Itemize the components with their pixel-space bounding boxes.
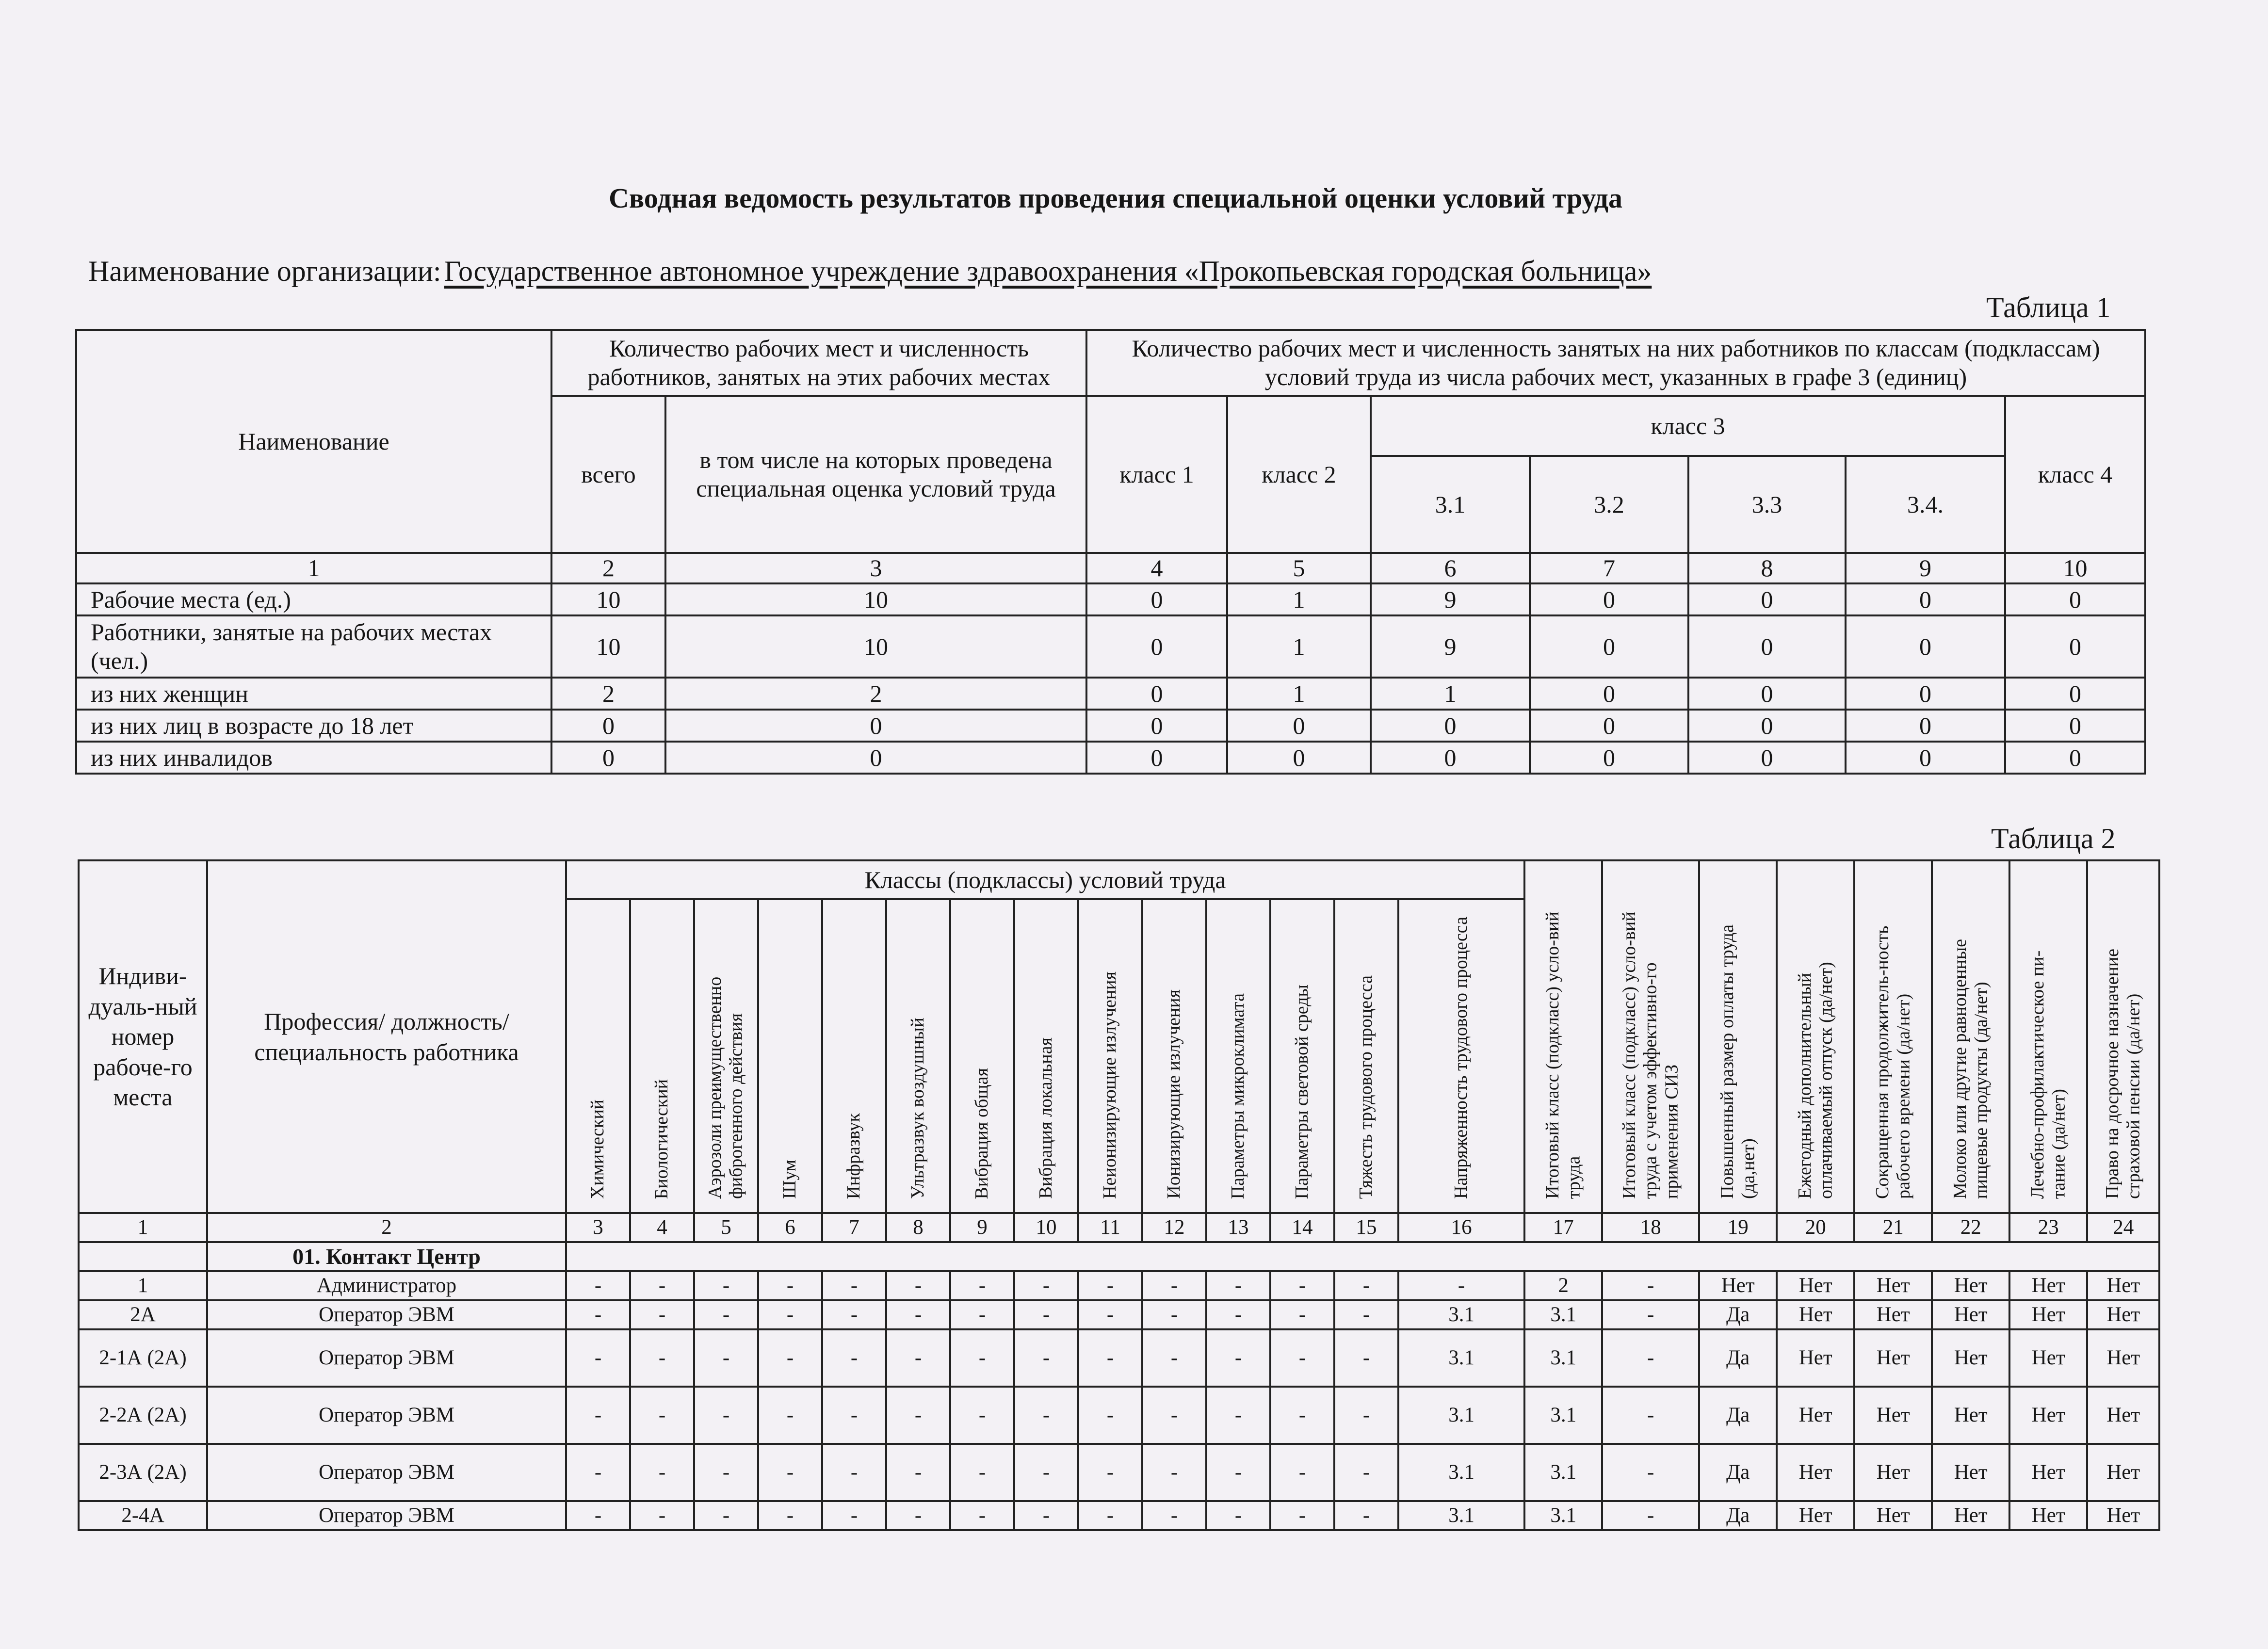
table2-final-cell: 3.1 (1524, 1387, 1602, 1444)
table1-cell: 0 (2005, 583, 2145, 615)
table2-hours-cell: Нет (1854, 1300, 1932, 1329)
table1-row (76, 615, 2145, 678)
table2-factor-cell: - (758, 1387, 822, 1444)
table2-factor-cell: - (566, 1329, 630, 1387)
table2-final-siz-cell: - (1602, 1387, 1699, 1444)
table2-header-final-siz: Итоговый класс (подкласс) усло-вий труда с учетом эффективно-го применения СИЗ (1602, 860, 1699, 1213)
table1-header-class4: класс 4 (2005, 396, 2145, 553)
table1-cell: 0 (1530, 583, 1688, 615)
table2-header-factor: Вибрация локальная (1014, 899, 1078, 1213)
table2-leave-cell: Нет (1777, 1300, 1854, 1329)
table2-food-cell: Нет (2009, 1329, 2087, 1387)
table2-workplace-id: 2-4А (79, 1501, 207, 1530)
table2-factor-cell: - (1078, 1501, 1142, 1530)
table1-cell: 1 (1227, 615, 1371, 678)
table1-cell: 0 (665, 710, 1086, 742)
table1-col-number: 7 (1530, 553, 1688, 583)
table2-factor-cell: - (950, 1329, 1014, 1387)
table2-factor-cell: - (886, 1444, 950, 1501)
table2-factor-cell: - (566, 1501, 630, 1530)
table2-final-cell: 3.1 (1524, 1501, 1602, 1530)
table2-pension-cell: Нет (2087, 1444, 2159, 1501)
table1-header-3-4: 3.4. (1846, 456, 2005, 553)
table1-row (76, 742, 2145, 774)
table2-factor-cell: - (886, 1387, 950, 1444)
table2-col-number: 7 (822, 1213, 886, 1242)
table1-cell: 10 (551, 615, 665, 678)
table2-factor-cell: - (1334, 1329, 1398, 1387)
table1-cell: 0 (2005, 678, 2145, 710)
table1-cell: 0 (1846, 678, 2005, 710)
table2-col-number: 5 (694, 1213, 758, 1242)
table1-cell: 0 (1086, 678, 1227, 710)
table1-cell: 0 (1086, 742, 1227, 774)
table2-factor-cell: - (822, 1271, 886, 1300)
table2-col-number: 17 (1524, 1213, 1602, 1242)
table2-factor-cell: - (1398, 1271, 1524, 1300)
table2-header-factor: Аэрозоли преимущественно фиброгенного действия (694, 899, 758, 1213)
table2-col-number: 22 (1932, 1213, 2009, 1242)
table2-final-siz-cell: - (1602, 1329, 1699, 1387)
table1-cell: 0 (1688, 583, 1846, 615)
table2-pay-cell: Да (1699, 1501, 1777, 1530)
table1-cell: 0 (2005, 710, 2145, 742)
table2-col-number: 12 (1142, 1213, 1206, 1242)
table2-label: Таблица 2 (1991, 823, 2116, 855)
table1-cell: 0 (1227, 742, 1371, 774)
table1-summary (75, 329, 2146, 775)
table2-row (79, 1271, 2159, 1300)
table2-factor-cell: - (758, 1329, 822, 1387)
table1-header-classes: Количество рабочих мест и численность занятых на них работников по классам (подклассам) условий труда из числа рабочих мест, указанных в графе 3 (единиц) (1086, 330, 2145, 396)
table1-cell: 0 (1846, 583, 2005, 615)
table2-factor-cell: - (1014, 1444, 1078, 1501)
table1-column-numbers (76, 553, 2145, 583)
table2-header-milk: Молоко или другие равноценные пищевые продукты (да/нет) (1932, 860, 2009, 1213)
table2-milk-cell: Нет (1932, 1271, 2009, 1300)
table1-cell: 1 (1227, 678, 1371, 710)
table2-header-factor: Химический (566, 899, 630, 1213)
table2-factor-cell: - (630, 1329, 694, 1387)
table2-final-siz-cell: - (1602, 1271, 1699, 1300)
table2-col-number: 3 (566, 1213, 630, 1242)
table2-profession: Оператор ЭВМ (207, 1329, 566, 1387)
table1-cell: 2 (665, 678, 1086, 710)
organization-label: Наименование организации: (88, 255, 441, 287)
table2-factor-cell: - (886, 1300, 950, 1329)
table2-factor-cell: - (630, 1387, 694, 1444)
table2-final-siz-cell: - (1602, 1300, 1699, 1329)
table2-food-cell: Нет (2009, 1444, 2087, 1501)
table2-row (79, 1300, 2159, 1329)
table2-pension-cell: Нет (2087, 1501, 2159, 1530)
table2-header-leave: Ежегодный дополнительный оплачиваемый отпуск (да/нет) (1777, 860, 1854, 1213)
table2-factor-cell: - (1078, 1271, 1142, 1300)
table2-factor-cell: - (886, 1501, 950, 1530)
table2-factor-cell: - (1270, 1501, 1334, 1530)
table2-workplace-id: 2А (79, 1300, 207, 1329)
table2-final-cell: 3.1 (1524, 1329, 1602, 1387)
table1-col-number: 5 (1227, 553, 1371, 583)
table1-cell: 0 (1530, 615, 1688, 678)
table1-cell: 0 (2005, 615, 2145, 678)
table2-factor-cell: - (630, 1300, 694, 1329)
table2-col-number: 23 (2009, 1213, 2087, 1242)
table2-factor-cell: - (694, 1329, 758, 1387)
table2-factor-cell: - (1014, 1271, 1078, 1300)
table1-header-3-1: 3.1 (1371, 456, 1530, 553)
table2-factor-cell: 3.1 (1398, 1444, 1524, 1501)
table2-factor-cell: - (1334, 1501, 1398, 1530)
table2-col-number: 9 (950, 1213, 1014, 1242)
table2-factor-cell: - (1206, 1444, 1270, 1501)
table2-factor-cell: - (758, 1444, 822, 1501)
table2-factor-cell: - (630, 1444, 694, 1501)
table2-factor-cell: - (758, 1271, 822, 1300)
table2-row (79, 1444, 2159, 1501)
table1-cell: 0 (1688, 678, 1846, 710)
table2-factor-cell: - (1206, 1300, 1270, 1329)
table1-cell: 0 (1530, 678, 1688, 710)
table2-factor-cell: - (566, 1387, 630, 1444)
table2-workplace-id: 2-2А (2А) (79, 1387, 207, 1444)
table2-header-profession: Профессия/ должность/ специальность работника (207, 860, 566, 1213)
table2-col-number: 21 (1854, 1213, 1932, 1242)
table1-cell: 0 (1371, 710, 1530, 742)
table2-col-number: 18 (1602, 1213, 1699, 1242)
table1-cell: 0 (1530, 710, 1688, 742)
table2-profession: Оператор ЭВМ (207, 1300, 566, 1329)
table1-col-number: 4 (1086, 553, 1227, 583)
table1-cell: 9 (1371, 615, 1530, 678)
table2-factor-cell: - (950, 1387, 1014, 1444)
table2-workplace-id: 2-3А (2А) (79, 1444, 207, 1501)
table2-factor-cell: - (950, 1300, 1014, 1329)
table1-cell: 9 (1371, 583, 1530, 615)
table1-cell: 0 (1371, 742, 1530, 774)
table2-factor-cell: - (822, 1444, 886, 1501)
table2-leave-cell: Нет (1777, 1329, 1854, 1387)
table2-factor-cell: - (566, 1444, 630, 1501)
table2-factor-cell: - (1142, 1271, 1206, 1300)
table2-col-number: 15 (1334, 1213, 1398, 1242)
table2-pay-cell: Да (1699, 1444, 1777, 1501)
table2-hours-cell: Нет (1854, 1271, 1932, 1300)
table2-factor-cell: - (1334, 1444, 1398, 1501)
table2-header-factor: Шум (758, 899, 822, 1213)
table2-header-factor: Неионизирующие излучения (1078, 899, 1142, 1213)
table1-header-class3: класс 3 (1371, 396, 2005, 456)
table1-cell: 0 (1688, 710, 1846, 742)
document-title: Сводная ведомость результатов проведения специальной оценки условий труда (608, 182, 1623, 214)
table2-factor-cell: - (1270, 1300, 1334, 1329)
table2-profession: Оператор ЭВМ (207, 1501, 566, 1530)
table2-factor-cell: - (1270, 1444, 1334, 1501)
table1-cell: 0 (1688, 742, 1846, 774)
table1-col-number: 6 (1371, 553, 1530, 583)
table1-header-assessed: в том числе на которых проведена специальная оценка условий труда (665, 396, 1086, 553)
table2-pay-cell: Нет (1699, 1271, 1777, 1300)
table2-col-number: 19 (1699, 1213, 1777, 1242)
table2-header-factor: Напряженность трудового процесса (1398, 899, 1524, 1213)
table2-leave-cell: Нет (1777, 1501, 1854, 1530)
table2-factor-cell: - (1142, 1387, 1206, 1444)
table1-col-number: 9 (1846, 553, 2005, 583)
table2-factor-cell: - (1270, 1387, 1334, 1444)
table2-header-pension: Право на досрочное назначение страховой пенсии (да/нет) (2087, 860, 2159, 1213)
table1-label: Таблица 1 (1986, 291, 2111, 323)
table2-row (79, 1501, 2159, 1530)
table2-factor-cell: - (566, 1271, 630, 1300)
table1-header-class1: класс 1 (1086, 396, 1227, 553)
table2-pension-cell: Нет (2087, 1271, 2159, 1300)
table2-factor-cell: - (1206, 1329, 1270, 1387)
table2-profession: Оператор ЭВМ (207, 1387, 566, 1444)
table1-col-number: 3 (665, 553, 1086, 583)
table2-leave-cell: Нет (1777, 1387, 1854, 1444)
table1-cell: 0 (551, 742, 665, 774)
table2-header-pay: Повышенный размер оплаты труда (да,нет) (1699, 860, 1777, 1213)
table1-cell: 0 (1846, 742, 2005, 774)
table2-col-number: 4 (630, 1213, 694, 1242)
table2-factor-cell: - (566, 1300, 630, 1329)
table2-factor-cell: - (694, 1387, 758, 1444)
table1-cell: 1 (1227, 583, 1371, 615)
table2-factor-cell: - (1206, 1387, 1270, 1444)
table2-header-factor: Ультразвук воздушный (886, 899, 950, 1213)
table1-cell: 0 (1530, 742, 1688, 774)
table2-final-cell: 3.1 (1524, 1300, 1602, 1329)
table2-factor-cell: - (950, 1501, 1014, 1530)
table2-factor-cell: - (1270, 1271, 1334, 1300)
table1-row-name: из них женщин (76, 678, 551, 710)
table2-header-factor: Параметры микроклимата (1206, 899, 1270, 1213)
table1-cell: 0 (1086, 583, 1227, 615)
table2-row (79, 1329, 2159, 1387)
table2-factor-cell: - (1014, 1387, 1078, 1444)
table2-factor-cell: - (1334, 1300, 1398, 1329)
table2-pension-cell: Нет (2087, 1387, 2159, 1444)
table2-factor-cell: - (822, 1329, 886, 1387)
table1-cell: 1 (1371, 678, 1530, 710)
organization-name: Государственное автономное учреждение здравоохранения «Прокопьевская городская больница» (444, 255, 1652, 287)
table2-milk-cell: Нет (1932, 1444, 2009, 1501)
table1-cell: 10 (665, 615, 1086, 678)
table1-cell: 0 (1086, 615, 1227, 678)
table2-factor-cell: - (1014, 1300, 1078, 1329)
table2-factor-cell: - (1078, 1444, 1142, 1501)
table2-factor-cell: - (886, 1329, 950, 1387)
table2-header-factor: Тяжесть трудового процесса (1334, 899, 1398, 1213)
table2-col-number: 1 (79, 1213, 207, 1242)
table2-profession: Администратор (207, 1271, 566, 1300)
table2-factor-cell: 3.1 (1398, 1387, 1524, 1444)
table1-header-total: всего (551, 396, 665, 553)
table2-section-title: 01. Контакт Центр (207, 1242, 566, 1271)
table2-factor-cell: - (1078, 1387, 1142, 1444)
table2-header-factor: Параметры световой среды (1270, 899, 1334, 1213)
table1-row-name: Рабочие места (ед.) (76, 583, 551, 615)
table1-header-class2: класс 2 (1227, 396, 1371, 553)
table1-cell: 0 (2005, 742, 2145, 774)
table2-col-number: 24 (2087, 1213, 2159, 1242)
table2-final-siz-cell: - (1602, 1444, 1699, 1501)
table2-factor-cell: - (822, 1387, 886, 1444)
table2-factor-cell: - (886, 1271, 950, 1300)
table1-row (76, 583, 2145, 615)
table2-final-siz-cell: - (1602, 1501, 1699, 1530)
table2-hours-cell: Нет (1854, 1387, 1932, 1444)
table1-header-name: Наименование (76, 330, 551, 553)
table2-food-cell: Нет (2009, 1387, 2087, 1444)
table2-hours-cell: Нет (1854, 1329, 1932, 1387)
table2-factor-cell: - (630, 1271, 694, 1300)
table2-food-cell: Нет (2009, 1300, 2087, 1329)
table2-factor-cell: - (1334, 1271, 1398, 1300)
table2-hours-cell: Нет (1854, 1501, 1932, 1530)
table2-factor-cell: - (694, 1300, 758, 1329)
table2-workplace-id: 1 (79, 1271, 207, 1300)
table1-cell: 0 (1846, 710, 2005, 742)
table2-factor-cell: - (758, 1300, 822, 1329)
table2-pay-cell: Да (1699, 1329, 1777, 1387)
table2-hours-cell: Нет (1854, 1444, 1932, 1501)
table2-factor-cell: 3.1 (1398, 1329, 1524, 1387)
table2-pension-cell: Нет (2087, 1300, 2159, 1329)
table1-cell: 0 (551, 710, 665, 742)
table2-header-row (79, 860, 2159, 899)
table2-leave-cell: Нет (1777, 1444, 1854, 1501)
table1-row-name: из них лиц в возрасте до 18 лет (76, 710, 551, 742)
table2-header-hours: Сокращенная продолжитель-ность рабочего времени (да/нет) (1854, 860, 1932, 1213)
table2-milk-cell: Нет (1932, 1387, 2009, 1444)
table2-factor-cell: - (1142, 1329, 1206, 1387)
table2-col-number: 8 (886, 1213, 950, 1242)
table1-header-count: Количество рабочих мест и численность работников, занятых на этих рабочих местах (551, 330, 1086, 396)
table1-header-3-3: 3.3 (1688, 456, 1846, 553)
table2-factor-cell: - (694, 1501, 758, 1530)
table2-factor-cell: - (1014, 1329, 1078, 1387)
table2-factor-cell: - (1014, 1501, 1078, 1530)
table2-pay-cell: Да (1699, 1387, 1777, 1444)
table2-pension-cell: Нет (2087, 1329, 2159, 1387)
table2-factor-cell: 3.1 (1398, 1300, 1524, 1329)
table2-factor-cell: - (694, 1444, 758, 1501)
table1-row (76, 678, 2145, 710)
table2-section-row (79, 1242, 2159, 1271)
table2-factor-cell: - (1206, 1271, 1270, 1300)
table1-cell: 10 (665, 583, 1086, 615)
table1-col-number: 10 (2005, 553, 2145, 583)
table2-header-factor: Ионизирующие излучения (1142, 899, 1206, 1213)
table1-row (76, 710, 2145, 742)
table1-col-number: 1 (76, 553, 551, 583)
table2-milk-cell: Нет (1932, 1329, 2009, 1387)
table2-factor-cell: - (950, 1444, 1014, 1501)
table1-cell: 0 (1086, 710, 1227, 742)
table2-factor-cell: - (1334, 1387, 1398, 1444)
table2-factor-cell: - (1078, 1329, 1142, 1387)
table2-factor-cell: - (630, 1501, 694, 1530)
table2-factor-cell: - (1142, 1300, 1206, 1329)
table2-col-number: 2 (207, 1213, 566, 1242)
table2-factor-cell: - (822, 1300, 886, 1329)
table2-factor-cell: - (822, 1501, 886, 1530)
table2-workplaces (78, 859, 2160, 1531)
table2-factor-cell: - (1206, 1501, 1270, 1530)
table2-column-numbers (79, 1213, 2159, 1242)
table1-header-3-2: 3.2 (1530, 456, 1688, 553)
table2-leave-cell: Нет (1777, 1271, 1854, 1300)
table1-row-name: из них инвалидов (76, 742, 551, 774)
table1-cell: 0 (665, 742, 1086, 774)
table2-factor-cell: 3.1 (1398, 1501, 1524, 1530)
table1-cell: 10 (551, 583, 665, 615)
table2-food-cell: Нет (2009, 1271, 2087, 1300)
table2-factor-cell: - (950, 1271, 1014, 1300)
table2-col-number: 20 (1777, 1213, 1854, 1242)
table1-col-number: 8 (1688, 553, 1846, 583)
table2-header-classes: Классы (подклассы) условий труда (566, 860, 1524, 899)
table2-profession: Оператор ЭВМ (207, 1444, 566, 1501)
table2-col-number: 10 (1014, 1213, 1078, 1242)
table2-factor-cell: - (758, 1501, 822, 1530)
table1-row-name: Работники, занятые на рабочих местах (чел.) (76, 615, 551, 678)
table1-col-number: 2 (551, 553, 665, 583)
table2-col-number: 16 (1398, 1213, 1524, 1242)
table2-milk-cell: Нет (1932, 1300, 2009, 1329)
table1-cell: 0 (1688, 615, 1846, 678)
table1-cell: 0 (1227, 710, 1371, 742)
table2-final-cell: 3.1 (1524, 1444, 1602, 1501)
table2-header-id: Индиви-дуаль-ный номер рабоче-го места (79, 860, 207, 1213)
table2-row (79, 1387, 2159, 1444)
table2-factor-cell: - (1270, 1329, 1334, 1387)
table2-factor-cell: - (1078, 1300, 1142, 1329)
table1-cell: 0 (1846, 615, 2005, 678)
table2-col-number: 6 (758, 1213, 822, 1242)
table2-col-number: 14 (1270, 1213, 1334, 1242)
table2-milk-cell: Нет (1932, 1501, 2009, 1530)
table2-factor-cell: - (1142, 1501, 1206, 1530)
table2-final-cell: 2 (1524, 1271, 1602, 1300)
table2-food-cell: Нет (2009, 1501, 2087, 1530)
table2-factor-cell: - (694, 1271, 758, 1300)
table2-workplace-id: 2-1А (2А) (79, 1329, 207, 1387)
table2-header-final: Итоговый класс (подкласс) усло-вий труда (1524, 860, 1602, 1213)
table2-factor-cell: - (1142, 1444, 1206, 1501)
table2-col-number: 11 (1078, 1213, 1142, 1242)
table2-header-factor: Инфразвук (822, 899, 886, 1213)
table2-header-factor: Вибрация общая (950, 899, 1014, 1213)
table2-col-number: 13 (1206, 1213, 1270, 1242)
table2-header-food: Лечебно-профилактическое пи-тание (да/нет) (2009, 860, 2087, 1213)
table2-header-factor: Биологический (630, 899, 694, 1213)
table1-header-row (76, 330, 2145, 396)
table2-pay-cell: Да (1699, 1300, 1777, 1329)
organization-line (88, 255, 1652, 288)
table1-cell: 2 (551, 678, 665, 710)
